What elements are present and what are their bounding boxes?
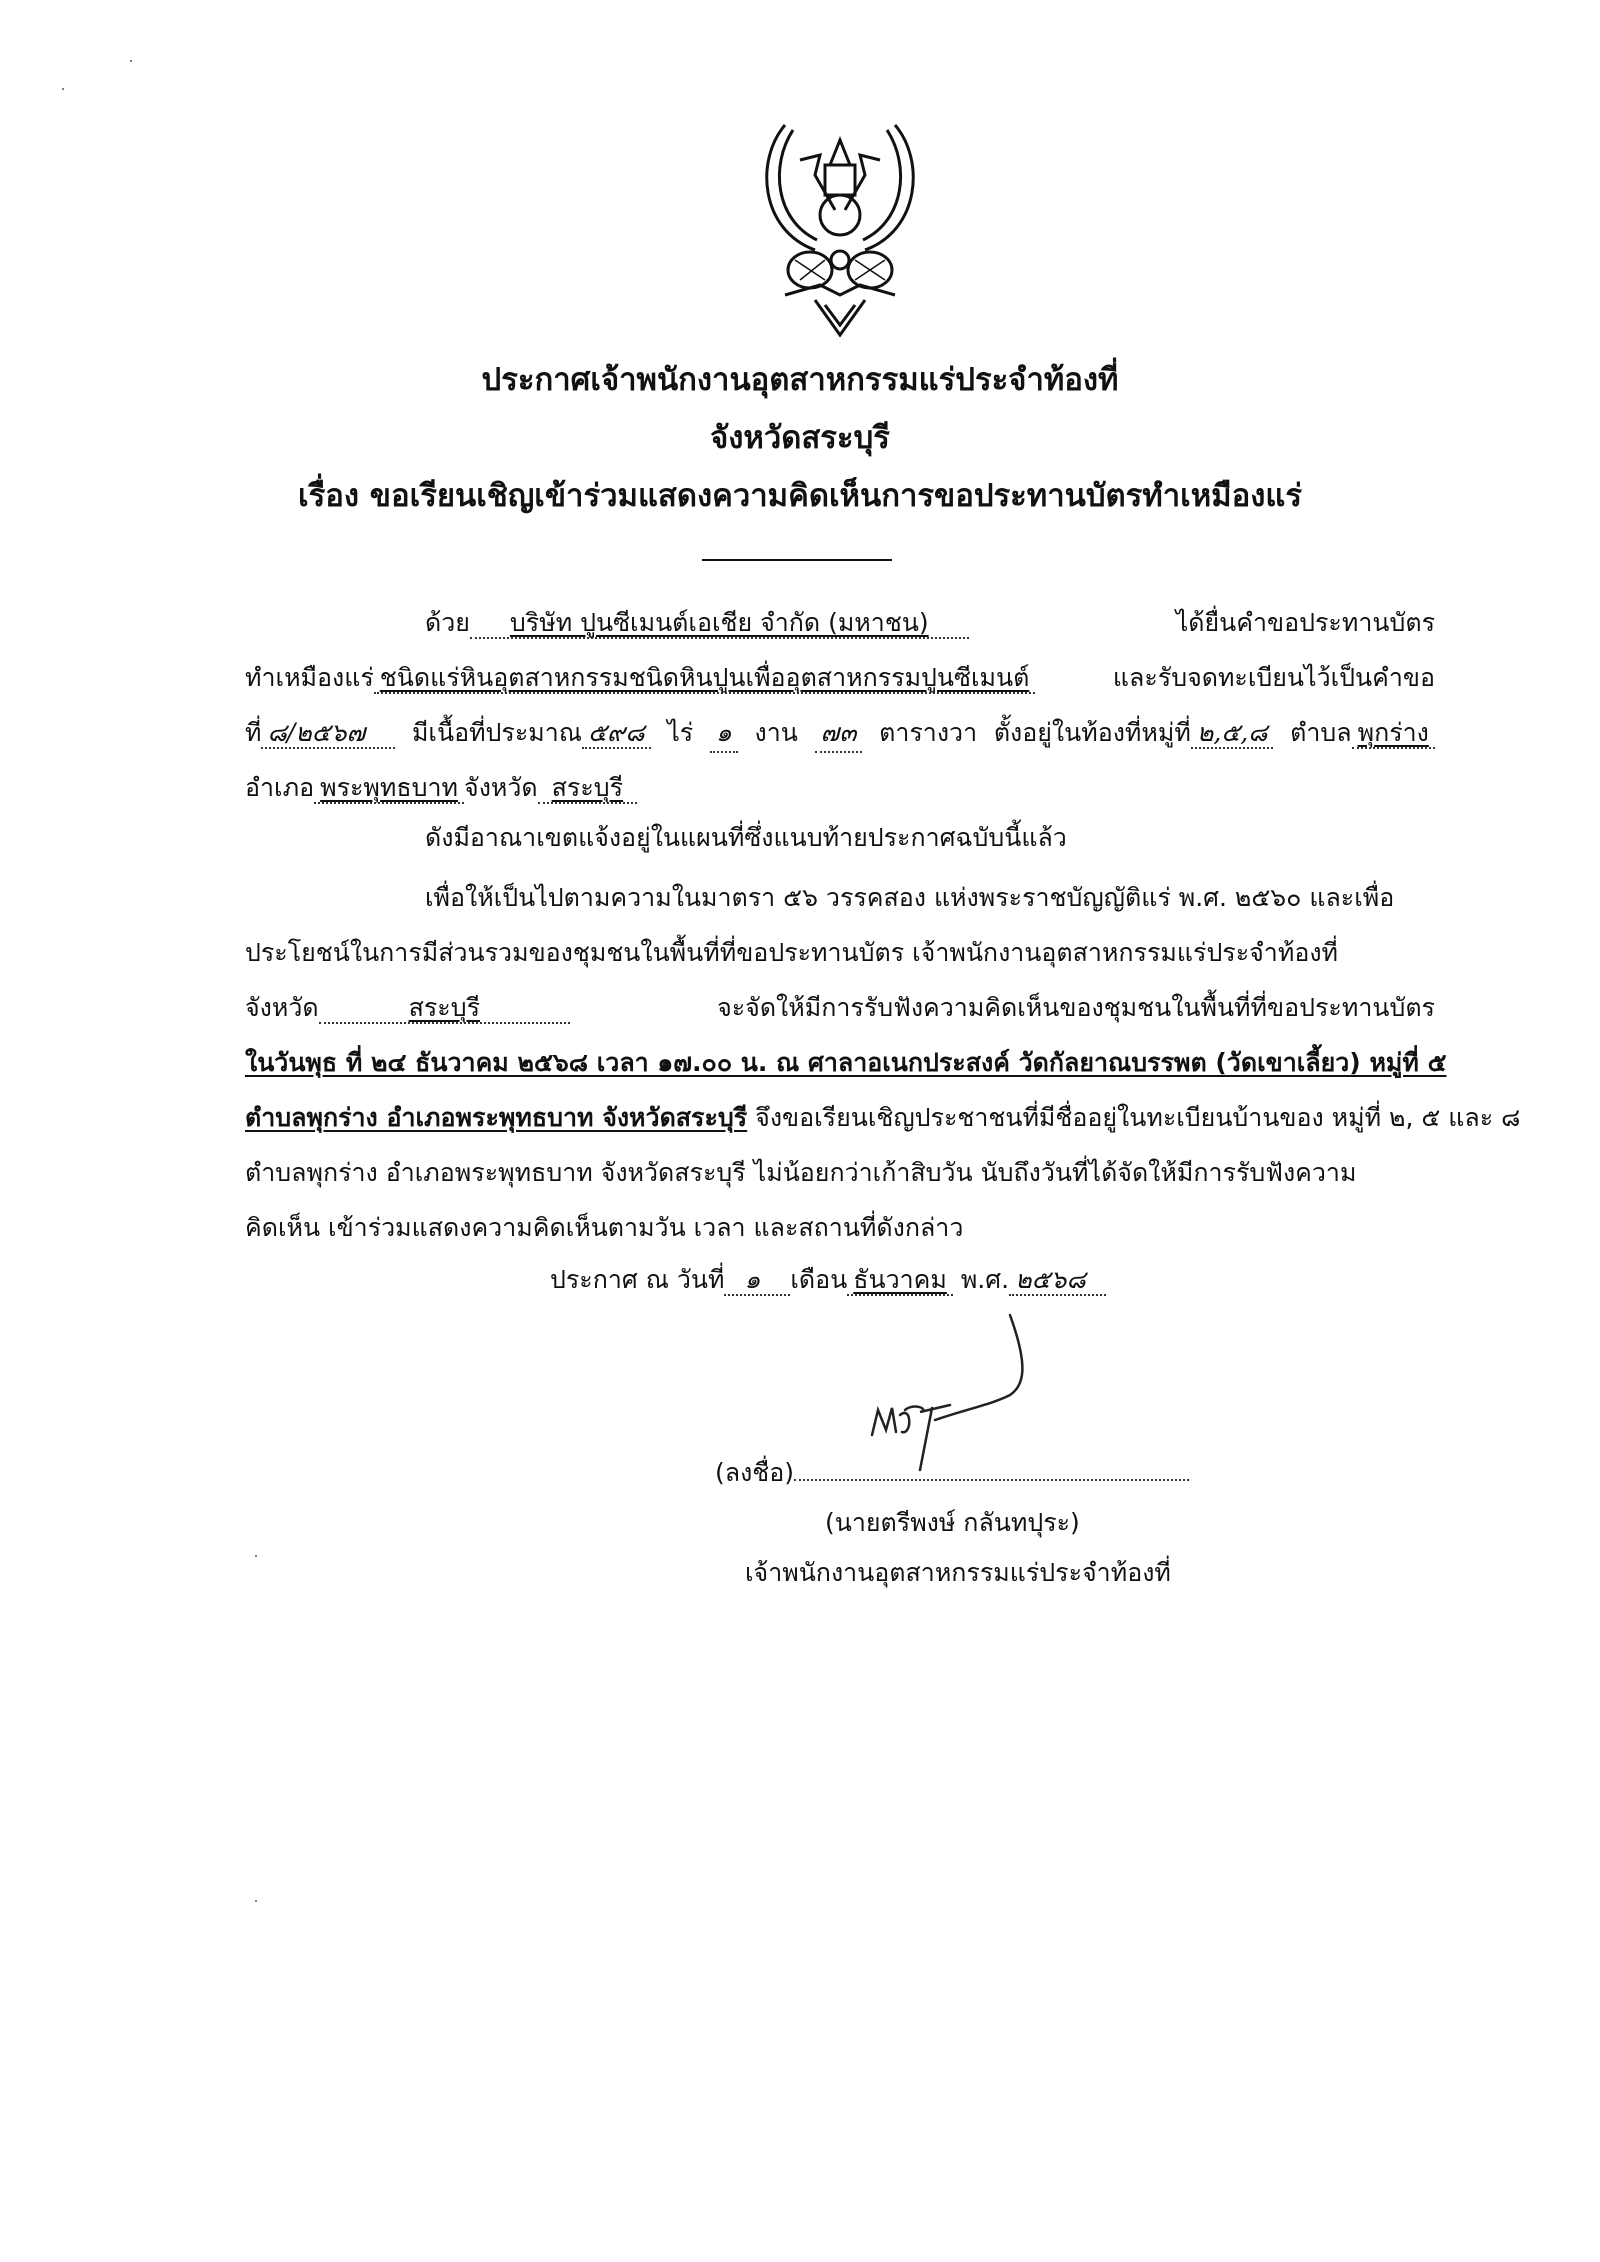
- label-by: ด้วย: [425, 608, 470, 637]
- para3-line6: ตำบลพุกร่าง อำเภอพระพุทธบาท จังหวัดสระบุรี ไม่น้อยกว่าเก้าสิบวัน นับถึงวันที่ได้จัดให้มีการรับฟังความ: [245, 1158, 1357, 1187]
- subject-title: เรื่อง ขอเรียนเชิญเข้าร่วมแสดงความคิดเห็นการขอประทานบัตรทำเหมืองแร่: [298, 478, 1302, 514]
- para1-line4: [245, 770, 1435, 806]
- application-number: ๘/๒๕๖๗: [261, 718, 395, 749]
- wa-label: ตารางวา: [879, 718, 978, 747]
- para3-line1: เพื่อให้เป็นไปตามความในมาตรา ๕๖ วรรคสอง แห่งพระราชบัญญัติแร่ พ.ศ. ๒๕๖๐ และเพื่อ: [425, 883, 1395, 912]
- scan-speck: [130, 60, 132, 62]
- province-label: จังหวัด: [464, 773, 538, 802]
- scan-speck: [255, 1900, 257, 1902]
- company-name: บริษัท ปูนซีเมนต์เอเชีย จำกัด (มหาชน): [470, 608, 969, 639]
- registered-text: และรับจดทะเบียนไว้เป็นคำขอ: [1112, 663, 1435, 692]
- hearing-text: จะจัดให้มีการรับฟังความคิดเห็นของชุมชนในพื้นที่ที่ขอประทานบัตร: [717, 993, 1435, 1022]
- province-value: สระบุรี: [538, 773, 637, 804]
- no-label: ที่: [245, 718, 262, 747]
- date-day: ๑: [724, 1265, 790, 1296]
- date-month: ธันวาคม: [847, 1265, 953, 1296]
- province-title: จังหวัดสระบุรี: [710, 420, 890, 456]
- invite-text: จึงขอเรียนเชิญประชาชนที่มีชื่ออยู่ในทะเบียนบ้านของ หมู่ที่ ๒, ๕ และ ๘: [755, 1103, 1521, 1132]
- meeting-datetime-location: ในวันพุธ ที่ ๒๔ ธันวาคม ๒๕๖๘ เวลา ๑๗.๐๐ น. ณ ศาลาอเนกประสงค์ วัดกัลยาณบรรพต (วัดเขาเลี้ยว) หมู่ที่ ๕: [245, 1048, 1447, 1077]
- para3-line5: [245, 1100, 1521, 1136]
- scan-speck: [255, 1555, 257, 1557]
- para3-line3: [245, 990, 1435, 1026]
- para1-line3: [245, 715, 1435, 753]
- para3-line7: คิดเห็น เข้าร่วมแสดงความคิดเห็นตามวัน เวลา และสถานที่ดังกล่าว: [245, 1213, 964, 1242]
- province-value-2: สระบุรี: [319, 993, 570, 1024]
- location-label: ตั้งอยู่ในท้องที่หมู่ที่: [993, 718, 1191, 747]
- subdistrict-label: ตำบล: [1290, 718, 1352, 747]
- sign-label: (ลงชื่อ): [715, 1458, 795, 1487]
- year-label: พ.ศ.: [960, 1265, 1010, 1294]
- signatory-name: (นายตรีพงษ์ กลันทปุระ): [825, 1508, 1080, 1537]
- area-label: มีเนื้อที่ประมาณ: [411, 718, 582, 747]
- signature-line: [715, 1455, 1189, 1491]
- province-label-2: จังหวัด: [245, 993, 319, 1022]
- subdistrict-value: พุกร่าง: [1352, 718, 1435, 749]
- scan-speck: [62, 88, 64, 90]
- filed-application-text: ได้ยื่นคำขอประทานบัตร: [1175, 608, 1435, 637]
- para1-line2: [245, 660, 1435, 696]
- title-divider: [702, 559, 892, 561]
- meeting-subdistrict-district: ตำบลพุกร่าง อำเภอพระพุทธบาท จังหวัดสระบุรี: [245, 1103, 748, 1132]
- month-label: เดือน: [790, 1265, 848, 1294]
- announcement-title: ประกาศเจ้าพนักงานอุตสาหกรรมแร่ประจำท้องที่: [481, 362, 1119, 398]
- district-label: อำเภอ: [245, 773, 315, 802]
- garuda-emblem-icon: [745, 120, 935, 340]
- announcement-date: [550, 1262, 1106, 1298]
- mining-label: ทำเหมืองแร่: [245, 663, 374, 692]
- sign-dotted-line: [794, 1455, 1189, 1481]
- para2-line: ดังมีอาณาเขตแจ้งอยู่ในแผนที่ซึ่งแนบท้ายประกาศฉบับนี้แล้ว: [425, 823, 1067, 852]
- para1-line1: [245, 605, 1435, 641]
- ngan-label: งาน: [754, 718, 798, 747]
- date-year: ๒๕๖๘: [1009, 1265, 1106, 1296]
- date-label: ประกาศ ณ วันที่: [550, 1265, 725, 1294]
- area-ngan: ๑: [710, 715, 738, 753]
- area-rai: ๕๙๘: [582, 718, 651, 749]
- para3-line4: [245, 1045, 1447, 1081]
- signatory-position: เจ้าพนักงานอุตสาหกรรมแร่ประจำท้องที่: [745, 1558, 1171, 1587]
- district-value: พระพุทธบาท: [314, 773, 464, 804]
- para3-line2: ประโยชน์ในการมีส่วนรวมของชุมชนในพื้นที่ที่ขอประทานบัตร เจ้าพนักงานอุตสาหกรรมแร่ประจำท้องที่: [245, 938, 1339, 967]
- rai-label: ไร่: [667, 718, 694, 747]
- mineral-type: ชนิดแร่หินอุตสาหกรรมชนิดหินปูนเพื่ออุตสาหกรรมปูนซีเมนต์: [374, 663, 1036, 694]
- village-numbers: ๒,๕,๘: [1191, 718, 1274, 749]
- area-wa: ๗๓: [815, 715, 863, 753]
